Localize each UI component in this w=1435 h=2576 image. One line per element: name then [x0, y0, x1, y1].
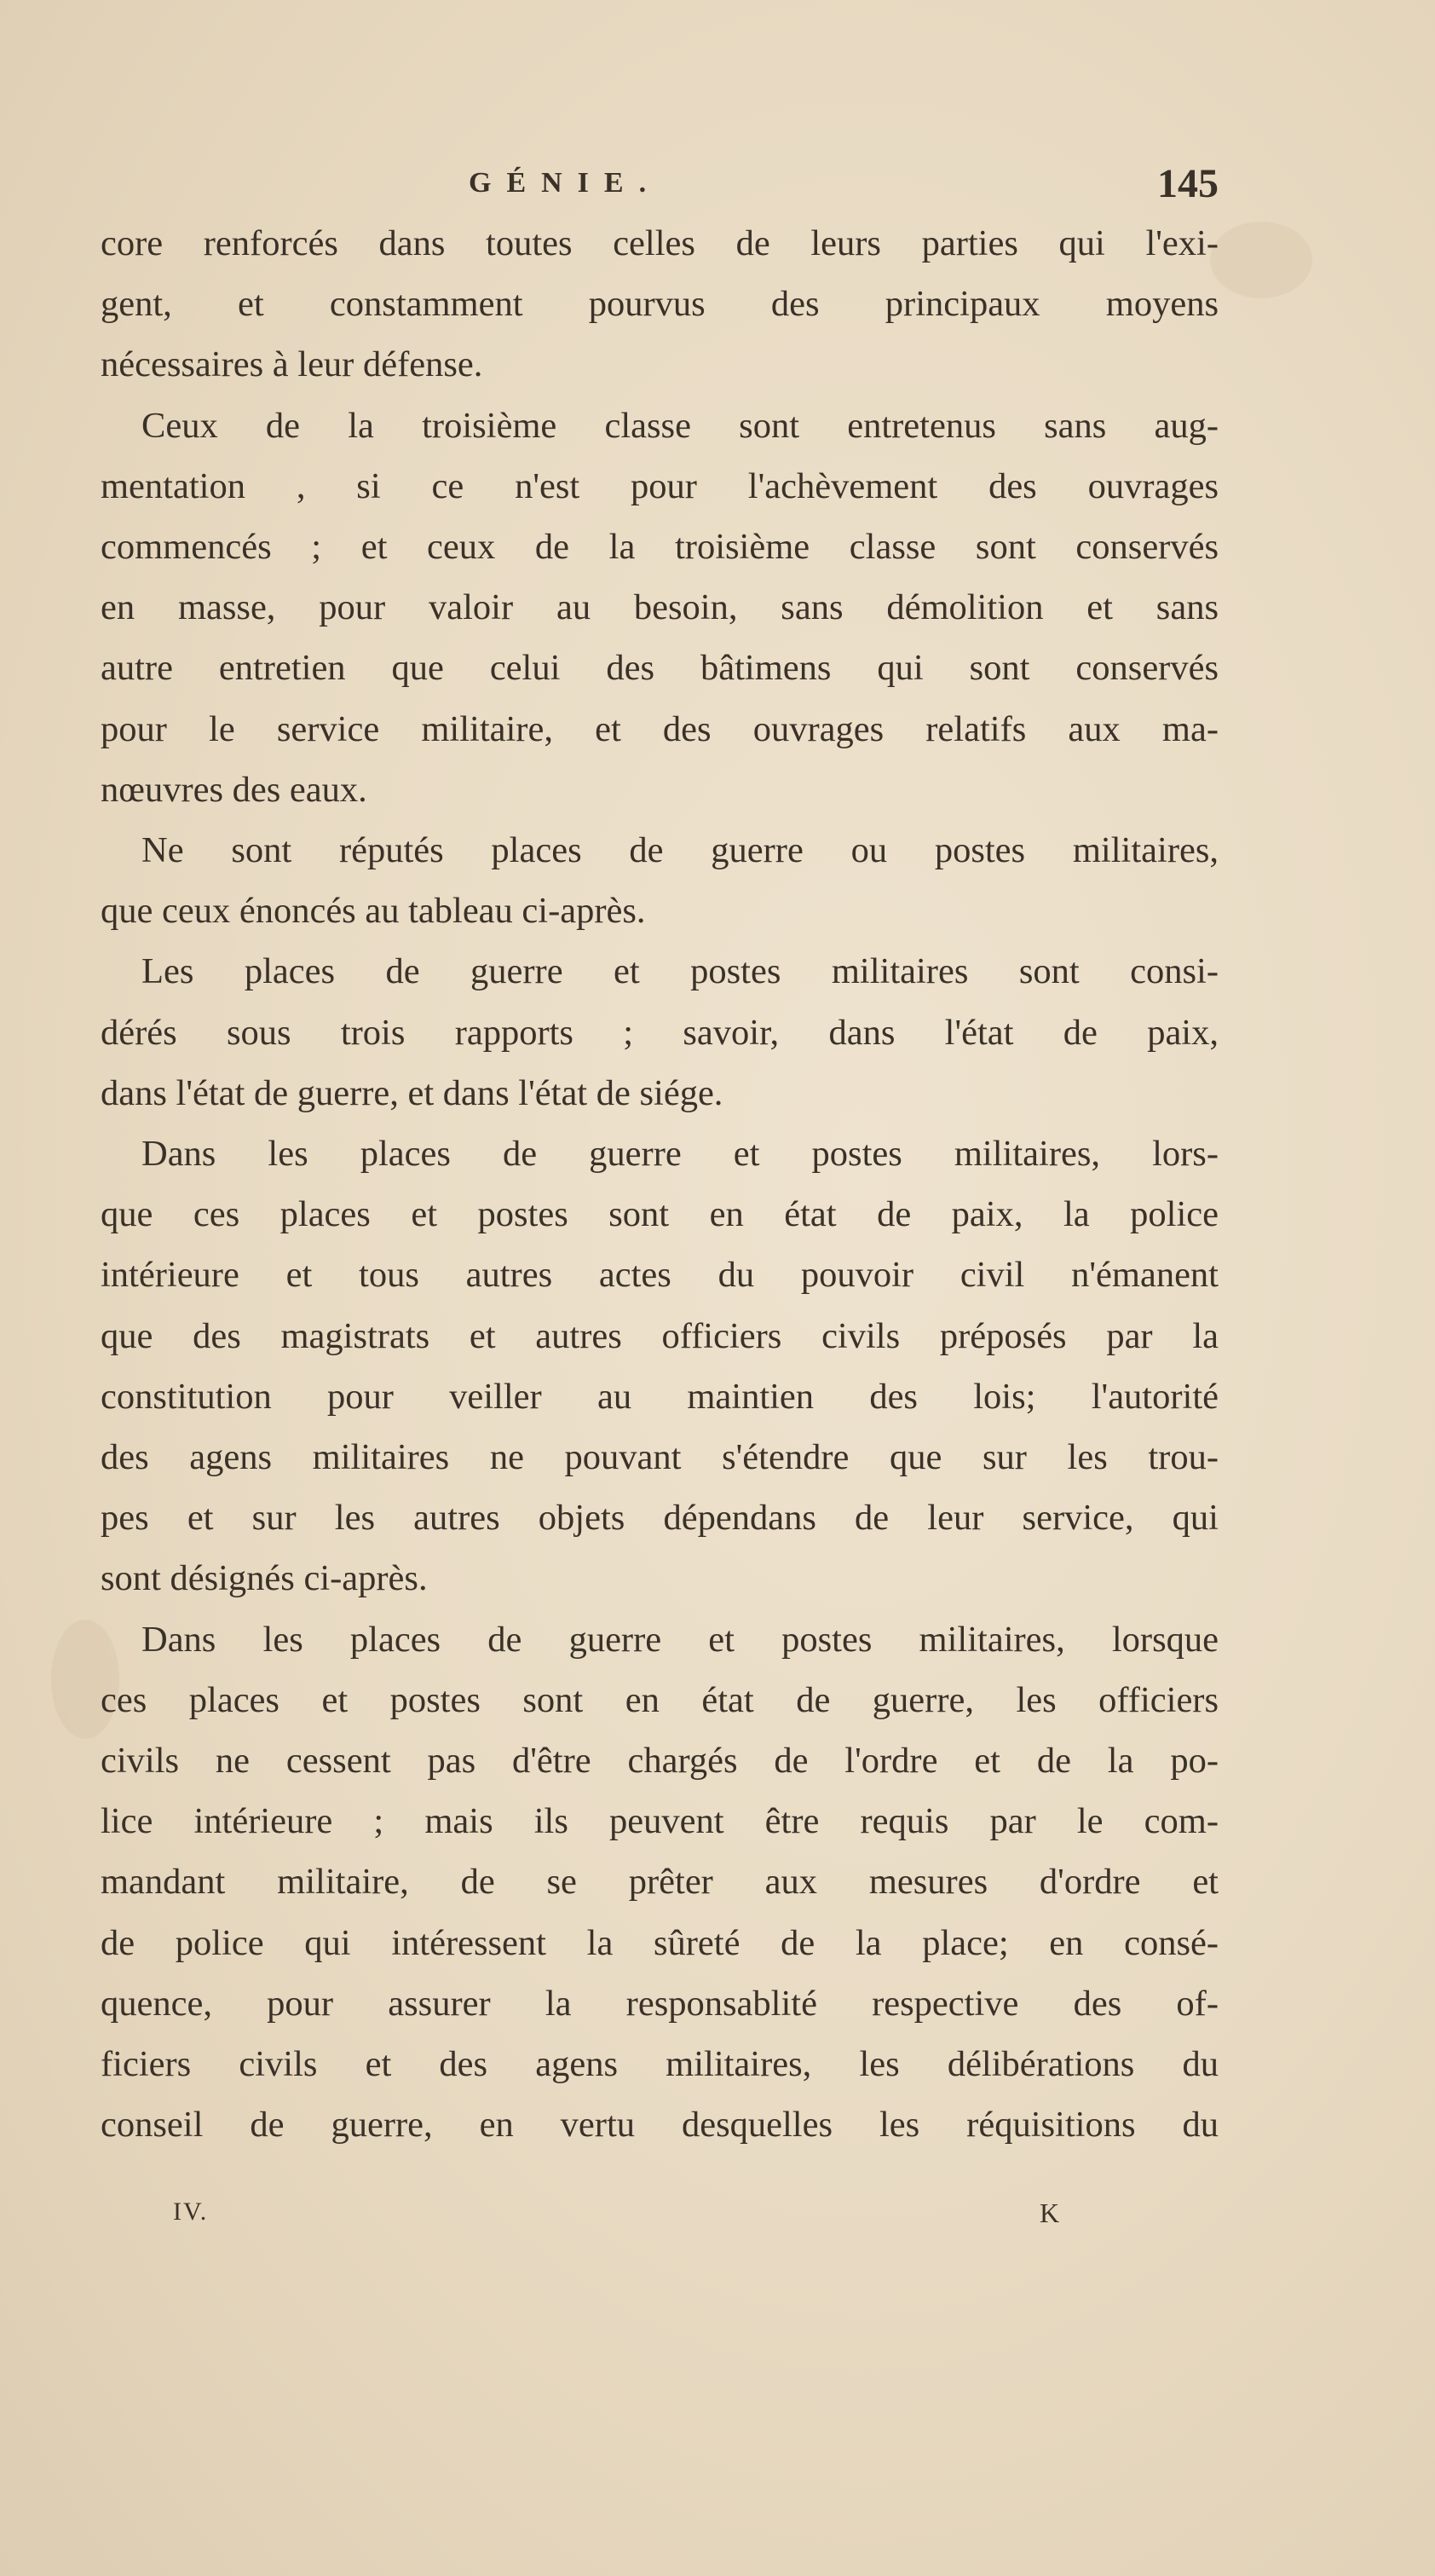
text-line: mentation , si ce n'est pour l'achèvement des ouvrages	[101, 465, 1219, 506]
page-footer	[101, 2198, 1219, 2240]
text-line: Ne sont réputés places de guerre ou postes militaires,	[141, 830, 1219, 871]
text-line: ces places et postes sont en état de guerre, les officiers	[101, 1679, 1219, 1720]
text-line: pes et sur les autres objets dépendans de leur service, qui	[101, 1498, 1219, 1539]
text-line: autre entretien que celui des bâtimens qui sont conservés	[101, 648, 1219, 689]
text-line: ficiers civils et des agens militaires, les délibérations du	[101, 2044, 1219, 2085]
text-line: nécessaires à leur défense.	[101, 344, 483, 385]
text-line: dérés sous trois rapports ; savoir, dans l'état de paix,	[101, 1012, 1219, 1053]
text-line: Dans les places de guerre et postes militaires, lors-	[141, 1134, 1219, 1175]
gathering-mark: K	[1040, 2198, 1060, 2228]
text-line: intérieure et tous autres actes du pouvoir civil n'émanent	[101, 1255, 1219, 1296]
text-line: core renforcés dans toutes celles de leurs parties qui l'exi-	[101, 223, 1219, 263]
text-line: mandant militaire, de se prêter aux mesures d'ordre et	[101, 1862, 1219, 1903]
running-title: GÉNIE.	[469, 167, 662, 199]
text-line: des agens militaires ne pouvant s'étendre que sur les trou-	[101, 1437, 1219, 1478]
text-line: que des magistrats et autres officiers civils préposés par la	[101, 1315, 1219, 1356]
text-line: en masse, pour valoir au besoin, sans démolition et sans	[101, 587, 1219, 628]
page-header	[101, 160, 1219, 220]
text-line: Dans les places de guerre et postes militaires, lorsque	[141, 1619, 1219, 1660]
text-line: dans l'état de guerre, et dans l'état de siége.	[101, 1072, 723, 1113]
text-line: que ces places et postes sont en état de paix, la police	[101, 1194, 1219, 1235]
text-line: civils ne cessent pas d'être chargés de l'ordre et de la po-	[101, 1741, 1219, 1782]
text-line: de police qui intéressent la sûreté de la place; en consé-	[101, 1922, 1219, 1963]
text-line: quence, pour assurer la responsablité respective des of-	[101, 1983, 1219, 2024]
text-line: conseil de guerre, en vertu desquelles les réquisitions du	[101, 2105, 1219, 2146]
paper-stain	[1210, 222, 1312, 298]
text-line: pour le service militaire, et des ouvrages relatifs aux ma-	[101, 708, 1219, 749]
text-line: Ceux de la troisième classe sont entretenus sans aug-	[141, 405, 1219, 446]
body-text	[101, 213, 1219, 2156]
text-line: nœuvres des eaux.	[101, 769, 367, 810]
text-line: constitution pour veiller au maintien des lois; l'autorité	[101, 1376, 1219, 1417]
text-line: commencés ; et ceux de la troisième classe sont conservés	[101, 527, 1219, 568]
page-number: 145	[1157, 161, 1219, 206]
text-line: que ceux énoncés au tableau ci-après.	[101, 891, 646, 932]
signature-mark: IV.	[173, 2198, 209, 2226]
text-line: sont désignés ci-après.	[101, 1558, 428, 1599]
text-line: Les places de guerre et postes militaires sont consi-	[141, 951, 1219, 992]
text-line: gent, et constamment pourvus des principaux moyens	[101, 284, 1219, 325]
text-line: lice intérieure ; mais ils peuvent être requis par le com-	[101, 1801, 1219, 1842]
